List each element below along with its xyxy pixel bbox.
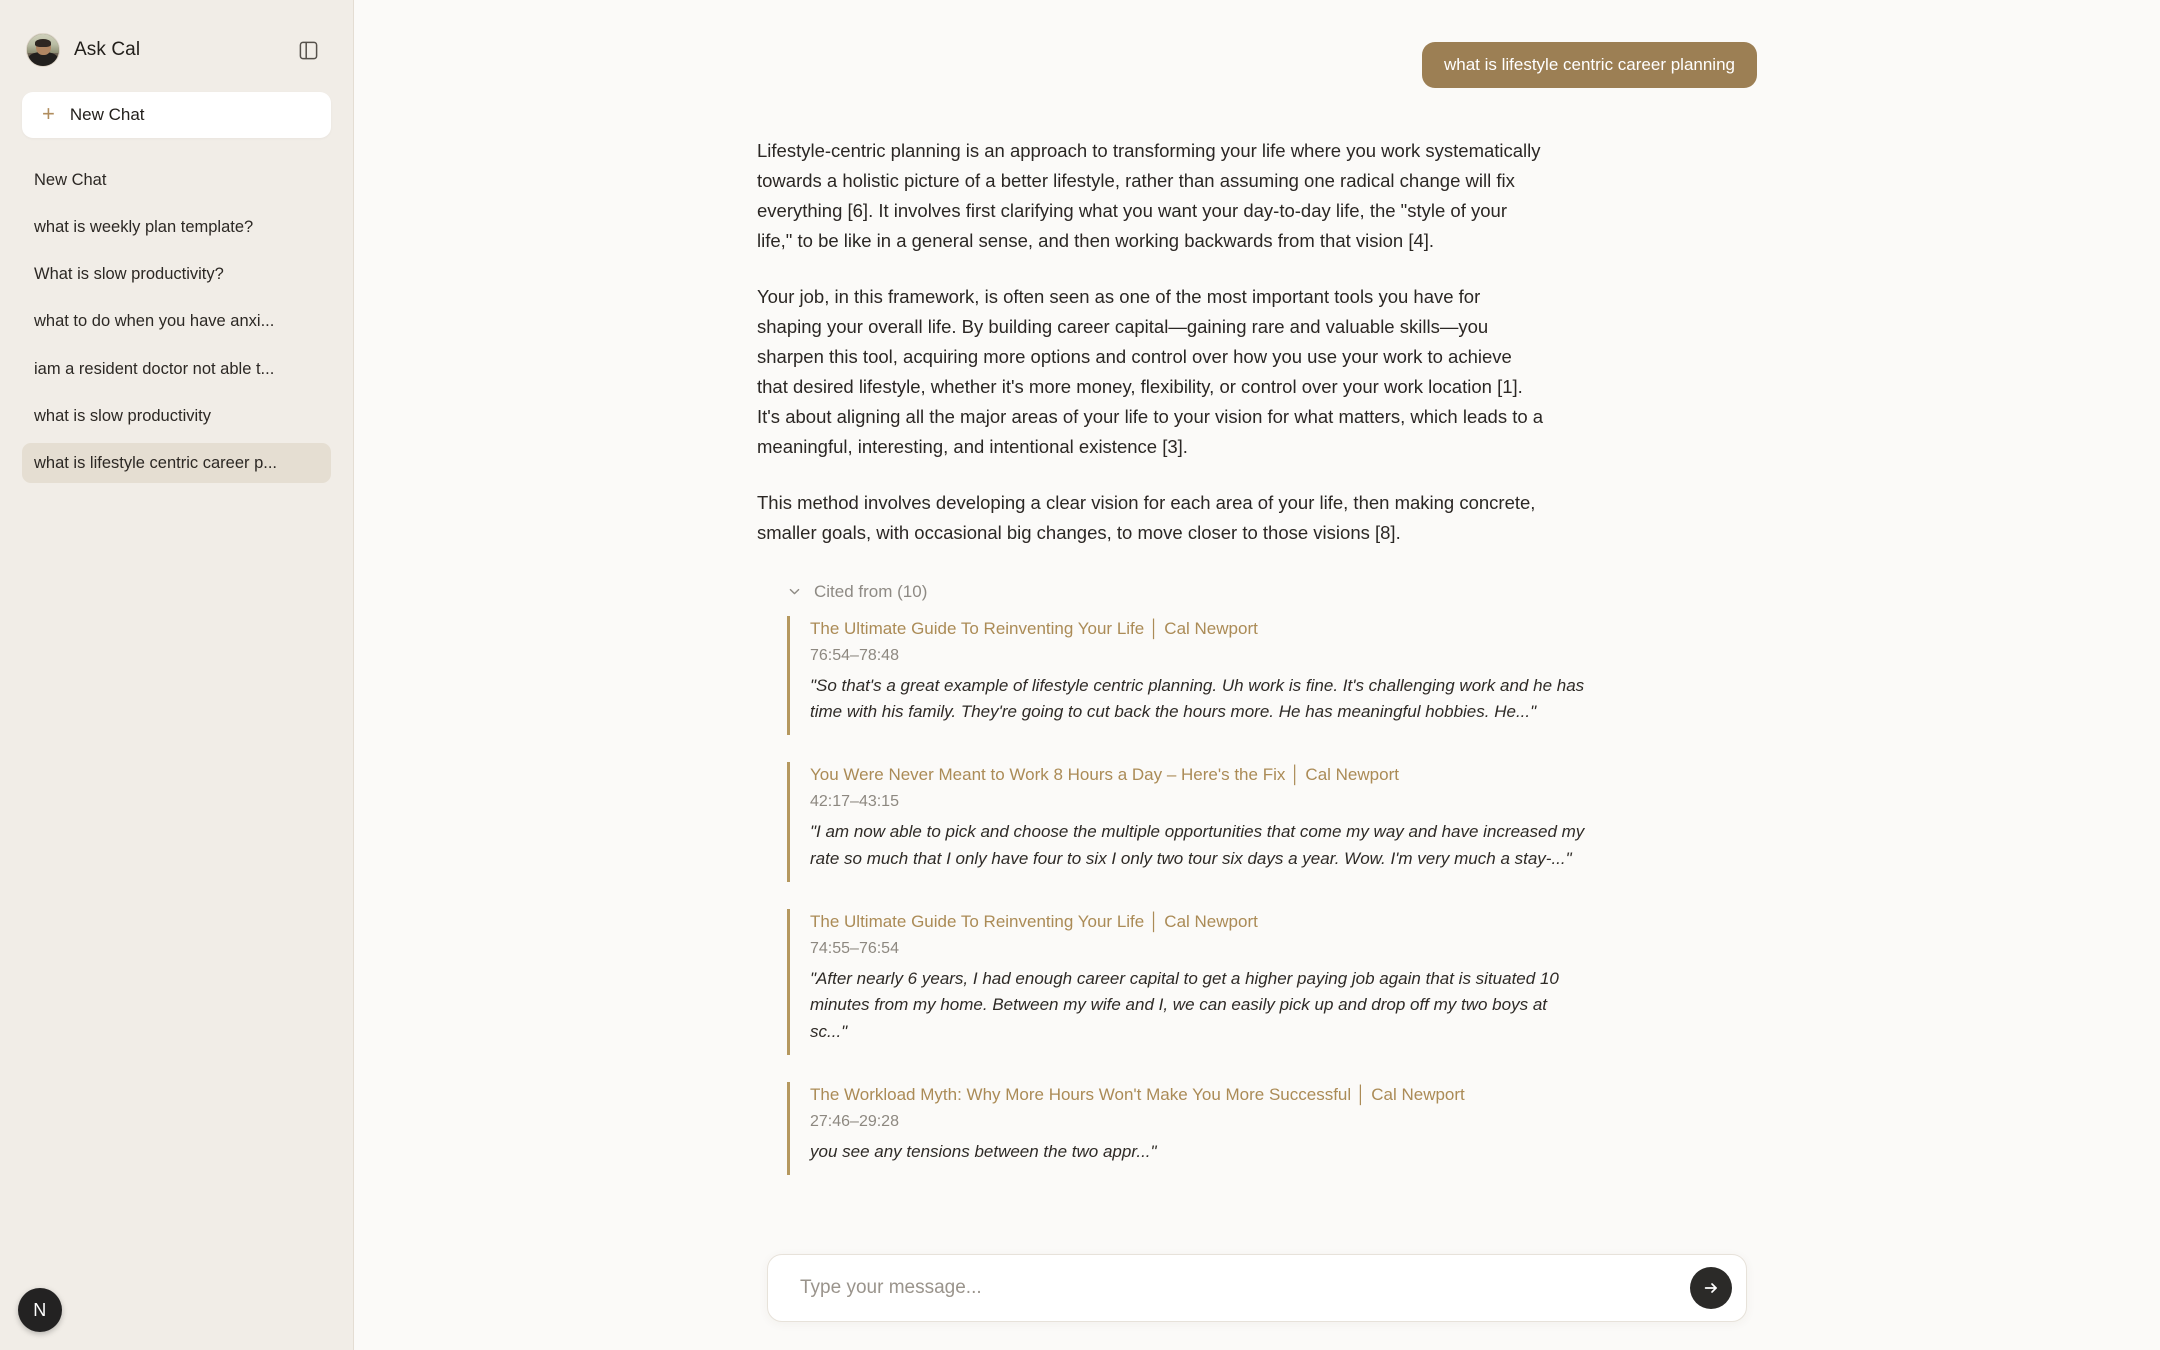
avatar: [26, 33, 60, 67]
message-composer[interactable]: [767, 1254, 1747, 1322]
chat-history-item[interactable]: New Chat: [34, 171, 107, 189]
dev-indicator-badge[interactable]: N: [18, 1288, 62, 1332]
chat-history-item[interactable]: what to do when you have anxi...: [34, 312, 275, 331]
citation-title[interactable]: The Ultimate Guide To Reinventing Your Life │ Cal Newport: [810, 618, 1258, 638]
cited-from-label: Cited from (10): [814, 581, 928, 601]
citation-quote: "I am now able to pick and choose the multiple opportunities that come my way and have increased my rate so much that I only have four to six I only two tour six days a year. Wow. I'm very much a stay-...": [810, 822, 1585, 868]
citation-title[interactable]: The Workload Myth: Why More Hours Won't Make You More Successful │ Cal Newport: [810, 1084, 1465, 1104]
citation-card[interactable]: [787, 1082, 1587, 1175]
app-title: Ask Cal: [74, 39, 141, 60]
citation-card[interactable]: [787, 762, 1587, 882]
sidebar-toggle-icon[interactable]: [293, 35, 323, 65]
send-button[interactable]: [1690, 1267, 1732, 1309]
answer-paragraph: Lifestyle-centric planning is an approach to transforming your life where you work systematically towards a holistic picture of a better lifestyle, rather than assuming one radical change will fix everything [6]. It involves first clarifying what you want your day-to-day life, the "style of your life," to be like in a general sense, and then working backwards from that vision [4].: [757, 140, 1541, 251]
citation-quote: "So that's a great example of lifestyle centric planning. Uh work is fine. It's challenging work and he has time with his family. They're going to cut back the hours more. He has meaningful hobbies. He...": [810, 675, 1585, 721]
sidebar-header: [22, 22, 331, 78]
chevron-down-icon: [787, 584, 802, 599]
arrow-right-icon: [1701, 1278, 1721, 1298]
citation-title[interactable]: The Ultimate Guide To Reinventing Your Life │ Cal Newport: [810, 911, 1258, 931]
chat-history-list: [22, 160, 331, 483]
citation-timestamp: 27:46–29:28: [810, 1112, 899, 1130]
cited-from-toggle[interactable]: [787, 582, 927, 602]
message-thread: [757, 0, 1757, 1175]
citation-timestamp: 74:55–76:54: [810, 939, 899, 957]
answer-paragraph: Your job, in this framework, is often seen as one of the most important tools you have for shaping your overall life. By building career capital—gaining rare and valuable skills—you sharpen this tool, acquiring more options and control over how you use your work to achieve that desired lifestyle, whether it's more money, flexibility, or control over your work location [1]. It's about aligning all the major areas of your life to your vision for what matters, which leads to a meaningful, interesting, and intentional existence [3].: [757, 285, 1544, 457]
sidebar: [0, 0, 354, 1350]
citation-card[interactable]: [787, 909, 1587, 1055]
chat-history-item-active[interactable]: what is lifestyle centric career p...: [22, 443, 331, 484]
citation-timestamp: 76:54–78:48: [810, 646, 899, 664]
new-chat-label: New Chat: [69, 105, 145, 124]
citation-timestamp: 42:17–43:15: [810, 793, 899, 811]
citation-card[interactable]: [787, 616, 1587, 736]
user-message-row: [757, 42, 1757, 88]
citation-title[interactable]: You Were Never Meant to Work 8 Hours a Day – Here's the Fix │ Cal Newport: [810, 765, 1399, 785]
chat-history-item[interactable]: What is slow productivity?: [34, 265, 224, 284]
new-chat-button[interactable]: [22, 92, 331, 138]
conversation-scroll[interactable]: [354, 0, 2160, 1350]
message-input[interactable]: [798, 1276, 1690, 1300]
main-panel: [354, 0, 2160, 1350]
chat-history-item[interactable]: iam a resident doctor not able t...: [34, 359, 275, 378]
chat-history-item[interactable]: what is weekly plan template?: [34, 218, 254, 237]
user-message-bubble: what is lifestyle centric career planning: [1422, 42, 1757, 88]
assistant-answer: [757, 136, 1757, 1175]
citation-quote: you see any tensions between the two appr...": [810, 1141, 1157, 1161]
plus-icon: +: [42, 101, 55, 126]
answer-paragraph: This method involves developing a clear vision for each area of your life, then making concrete, smaller goals, with occasional big changes, to move closer to those visions [8].: [757, 491, 1536, 543]
chat-history-item[interactable]: what is slow productivity: [34, 406, 211, 425]
citation-quote: "After nearly 6 years, I had enough career capital to get a higher paying job again that is situated 10 minutes from my home. Between my wife and I, we can easily pick up and drop off my two boys at sc...": [810, 968, 1559, 1041]
